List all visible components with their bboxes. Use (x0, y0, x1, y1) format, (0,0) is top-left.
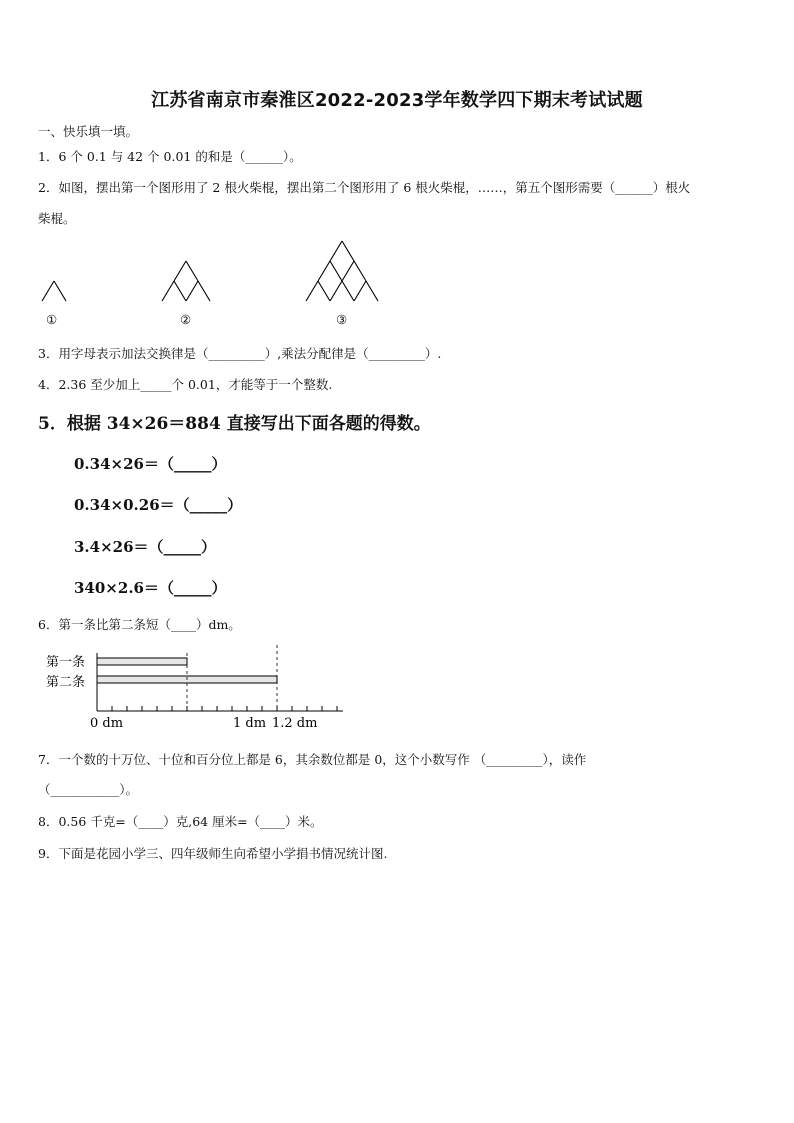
bar-first (97, 658, 187, 665)
question-5-item-4: 340×2.6＝（_____） (74, 579, 227, 597)
tick-label-2: 1.2 dm (272, 716, 318, 731)
tick-label-0: 0 dm (90, 716, 124, 731)
question-3: 3．用字母表示加法交换律是（_________）,乘法分配律是（_________）. (38, 346, 442, 361)
section-heading: 一、快乐填一填。 (38, 124, 139, 139)
question-2-line-2: 柴棍。 (38, 211, 76, 226)
question-5-item-2: 0.34×0.26＝（_____） (74, 496, 243, 514)
matchstick-figure-2 (162, 261, 210, 301)
question-6: 6．第一条比第二条短（____）dm。 (38, 617, 241, 632)
question-2-line-1: 2．如图，摆出第一个图形用了 2 根火柴棍，摆出第二个图形用了 6 根火柴棍，……，第五个图形需要（______）根火 (38, 180, 691, 195)
question-7-line-1: 7．一个数的十万位、十位和百分位上都是 6，其余数位都是 0，这个小数写作 （_________），读作 (38, 752, 587, 767)
tick-label-1: 1 dm (233, 716, 267, 731)
question-1: 1．6 个 0.1 与 42 个 0.01 的和是（______）。 (38, 149, 302, 164)
page-title: 江苏省南京市秦淮区2022-2023学年数学四下期末考试试题 (151, 90, 643, 111)
figure-label-3: ③ (336, 312, 348, 327)
matchstick-figures (30, 230, 410, 335)
bar-label-first: 第一条 (46, 655, 86, 670)
bar-label-second: 第二条 (46, 675, 86, 690)
question-4: 4．2.36 至少加上_____个 0.01，才能等于一个整数. (38, 377, 333, 392)
question-8: 8．0.56 千克=（____）克,64 厘米=（____）米。 (38, 814, 323, 829)
question-9: 9．下面是花园小学三、四年级师生向希望小学捐书情况统计图. (38, 846, 388, 861)
figure-label-2: ② (180, 312, 192, 327)
question-5-heading: 5．根据 34×26＝884 直接写出下面各题的得数。 (38, 414, 431, 434)
figure-label-1: ① (46, 312, 58, 327)
length-comparison-figure (40, 645, 360, 735)
question-5-item-1: 0.34×26＝（_____） (74, 455, 227, 473)
matchstick-figure-3 (306, 241, 378, 301)
matchstick-figure-1 (42, 281, 66, 301)
question-5-item-3: 3.4×26＝（_____） (74, 538, 217, 556)
question-7-line-2: （___________）。 (38, 782, 139, 797)
